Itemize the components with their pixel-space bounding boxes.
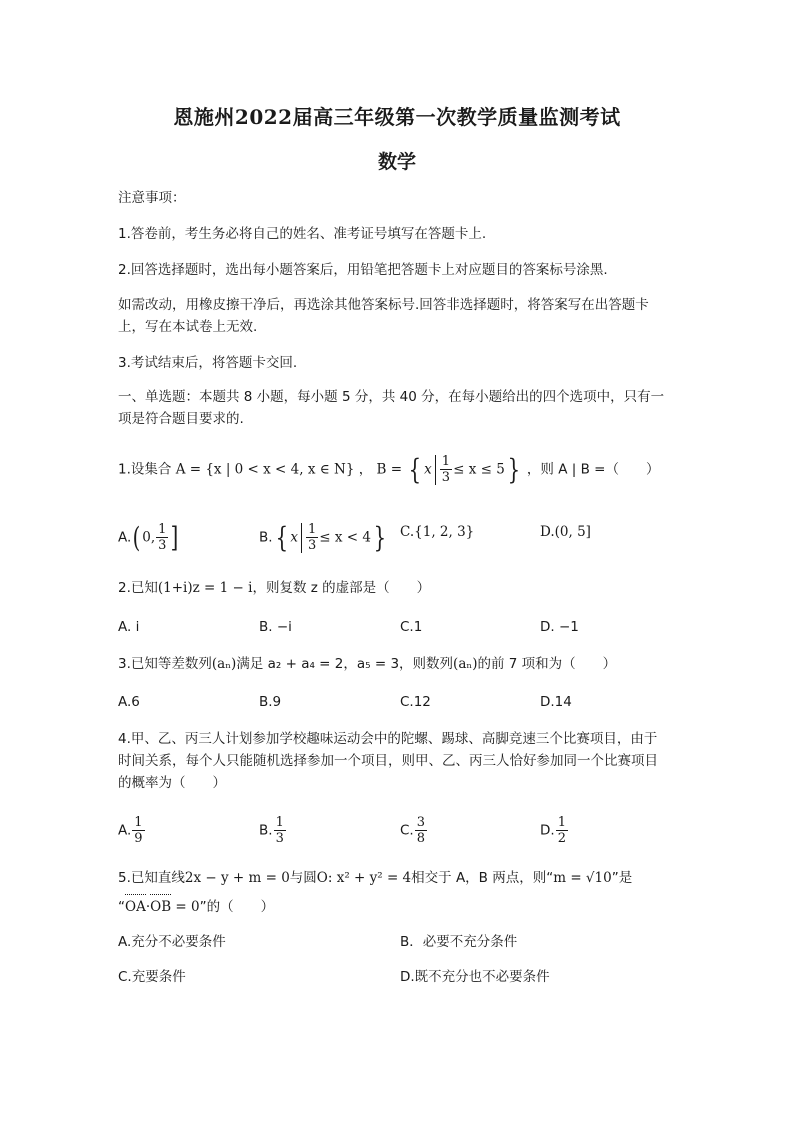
q5-option-c: C.充要条件 [118, 969, 186, 985]
q2-expression: (1+i)z = 1 − i [157, 580, 253, 596]
note-2: 2.回答选择题时，选出每小题答案后，用铅笔把答题卡上对应题目的答案标号涂黑. [118, 262, 608, 278]
q4-option-c: C. $\frac{3}{8}$ [400, 815, 425, 846]
q5-circle-eq: O: x² + y² = 4 [316, 870, 412, 886]
question-4-line2: 时间关系，每个人只能随机选择参加一个项目，则甲、乙、丙三人恰好参加同一个比赛项目 [118, 753, 658, 769]
q5-line-eq: 2x − y + m = 0 [184, 870, 290, 886]
q3-option-b: B.9 [259, 694, 282, 710]
q5-vector-oa: OA [125, 899, 146, 915]
question-1-stem [118, 454, 659, 485]
q1-option-b-fraction: $\frac{1}{3}$ [308, 522, 317, 553]
q3-option-d: D.14 [540, 694, 572, 710]
q1-prefix: 1.设集合 [118, 461, 172, 478]
q1-var-x: x [424, 461, 432, 478]
q5-condition-m: m = √10 [553, 870, 612, 886]
q1-option-a-fraction: $\frac{1}{3}$ [158, 522, 167, 553]
q4-option-a: A. $\frac{1}{9}$ [118, 815, 143, 846]
q4-option-d: D. $\frac{1}{2}$ [540, 815, 566, 846]
q1-option-c: C.{1, 2, 3} [400, 524, 475, 540]
section-heading-line1: 一、单选题：本题共 8 小题，每小题 5 分，共 40 分，在每小题给出的四个选项中，只有一 [118, 389, 665, 405]
q1-option-d: D.(0, 5] [540, 524, 591, 540]
q1-sep: ， [358, 461, 373, 478]
q1-set-a: A = {x | 0 < x < 4, x ∈ N} [175, 461, 355, 478]
q2-option-a: A. i [118, 619, 140, 635]
question-3-stem: 3.已知等差数列(aₙ)满足 a₂ + a₄ = 2，a₅ = 3，则数列(aₙ)的前 7 项和为（ ） [118, 656, 617, 672]
q2-option-b: B. −i [259, 619, 292, 635]
note-2-cont-1: 如需改动，用橡皮擦干净后，再选涂其他答案标号.回答非选择题时，将答案写在出答题卡 [118, 297, 649, 313]
q4-option-b: B. $\frac{1}{3}$ [259, 815, 284, 846]
q5-option-d: D.既不充分也不必要条件 [400, 969, 550, 985]
q5-vector-ob: OB [150, 899, 172, 915]
q3-option-a: A.6 [118, 694, 140, 710]
q1-set-b-lead: B = [376, 461, 403, 478]
q3-sequence: (aₙ) [211, 656, 237, 672]
q1-option-a: A.( 0, $\frac{1}{3}$ ] [118, 520, 179, 554]
q5-dot-zero: = 0 [171, 899, 200, 915]
note-1: 1.答卷前，考生务必将自己的姓名、准考证号填写在答题卡上. [118, 226, 487, 242]
q2-option-d: D. −1 [540, 619, 579, 635]
question-5-line1: 5.已知直线2x − y + m = 0与圆O: x² + y² = 4相交于 A，B 两点，则“m = √10”是 [118, 870, 633, 886]
exam-title: 恩施州2022届高三年级第一次教学质量监测考试 [173, 105, 621, 129]
subject-title: 数学 [377, 151, 416, 173]
q1-option-b: B.{ x $\frac{1}{3}$ ≤ x < 4} [259, 520, 387, 554]
q3-sequence-2: (aₙ) [453, 656, 478, 672]
question-5-line2: “OA·OB = 0”的（ ） [118, 899, 275, 915]
notes-heading: 注意事项： [118, 190, 186, 206]
question-4-line1: 4.甲、乙、丙三人计划参加学校趣味运动会中的陀螺、踢球、高脚竞速三个比赛项目，由于 [118, 731, 658, 747]
q1-set-b-inner: x ≤ 5 [468, 461, 505, 478]
note-2-cont-2: 上，写在本试卷上无效. [118, 319, 258, 335]
question-4-line3: 的概率为（ ） [118, 775, 226, 791]
q2-option-c: C.1 [400, 619, 423, 635]
section-heading-line2: 项是符合题目要求的. [118, 411, 244, 427]
q1-ask: ，则 A | B =（ ） [526, 461, 660, 478]
q1-brace-close: } [507, 452, 520, 486]
q3-option-c: C.12 [400, 694, 431, 710]
question-2-stem: 2.已知(1+i)z = 1 − i，则复数 z 的虚部是（ ） [118, 580, 431, 596]
q5-option-a: A.充分不必要条件 [118, 934, 226, 950]
note-3: 3.考试结束后，将答题卡交回. [118, 355, 298, 371]
q5-option-b: B．必要不充分条件 [400, 934, 518, 950]
q1-le-x: ≤ [453, 461, 465, 478]
q1-fraction: $\frac{1}{3}$ [441, 454, 451, 485]
q1-brace-open: { [409, 452, 422, 486]
q1-bar [435, 455, 436, 485]
